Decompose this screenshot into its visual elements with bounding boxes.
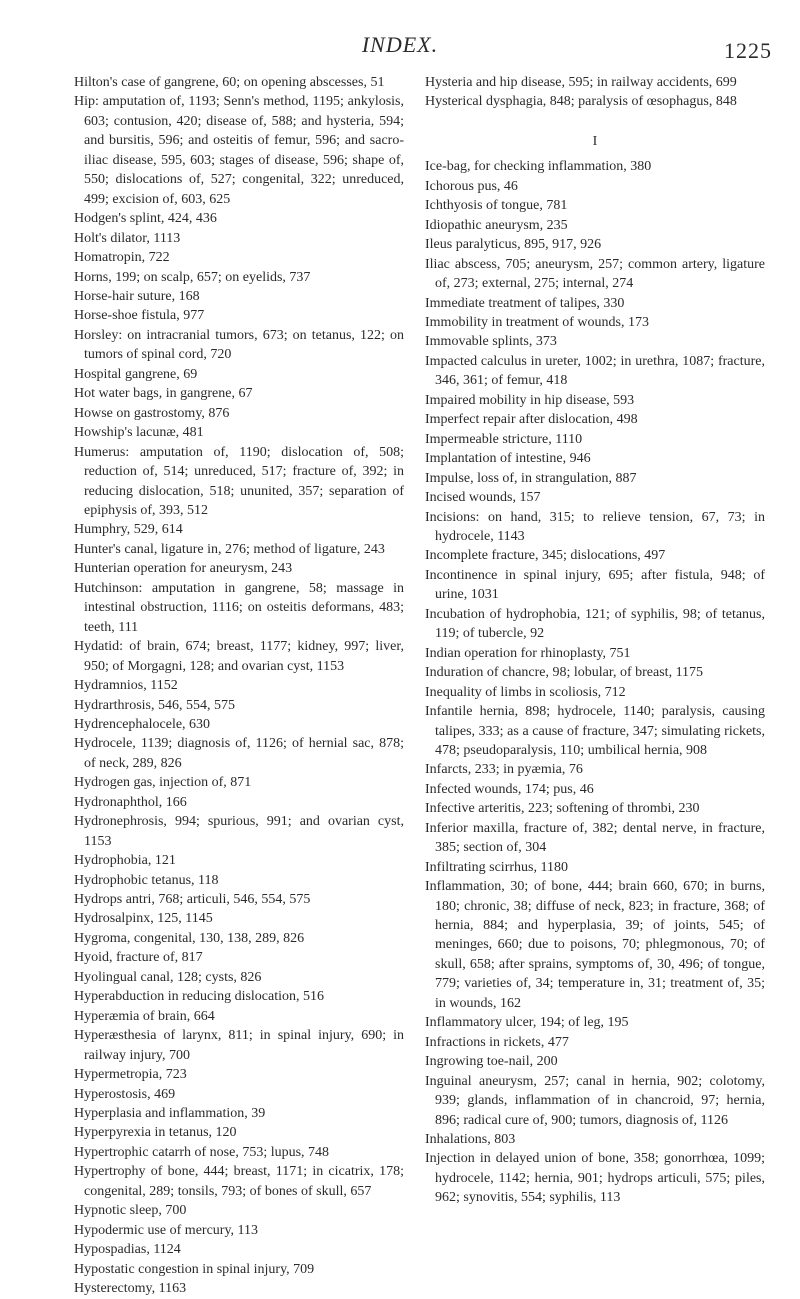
index-entry: Hypostatic congestion in spinal injury, 709: [74, 1261, 315, 1277]
index-entry: Inequality of limbs in scoliosis, 712: [425, 684, 626, 700]
index-entry: Infarcts, 233; in pyæmia, 76: [425, 762, 583, 778]
index-entry: Hot water bags, in gangrene, 67: [74, 386, 253, 402]
index-entry: Homatropin, 722: [74, 250, 170, 266]
index-entry: Infected wounds, 174; pus, 46: [425, 781, 594, 797]
index-entry: Impulse, loss of, in strangulation, 887: [425, 470, 637, 486]
index-entry: Induration of chancre, 98; lobular, of breast, 1175: [425, 665, 704, 681]
index-entry: Immediate treatment of talipes, 330: [425, 295, 625, 311]
index-entry: Immovable splints, 373: [425, 334, 557, 350]
index-entry: Infantile hernia, 898; hydrocele, 1140; paralysis, causing talipes, 333; as a cause of fracture, 347; simulating rickets, 478; pseudoparalysis, 110; umbilical hernia, 908: [425, 704, 765, 758]
index-entry: Hydatid: of brain, 674; breast, 1177; kidney, 997; liver, 950; of Morgagni, 128; and ovarian cyst, 1153: [74, 639, 404, 674]
index-entry: Ingrowing toe-nail, 200: [425, 1054, 558, 1070]
index-entry: Hypermetropia, 723: [74, 1067, 187, 1083]
index-entry: Hyperabduction in reducing dislocation, 516: [74, 989, 324, 1005]
index-entry: Humerus: amputation of, 1190; dislocation of, 508; reduction of, 514; unreduced, 517; fracture of, 392; in reducing dislocation, 518; ununited, 357; separation of epiphysis of, 393, 512: [74, 444, 404, 518]
index-entry: Infective arteritis, 223; softening of thrombi, 230: [425, 801, 700, 817]
index-entry: Horse-hair suture, 168: [74, 288, 200, 304]
index-entry: Hypospadias, 1124: [74, 1242, 181, 1258]
index-entry: Hydrophobia, 121: [74, 853, 176, 869]
left-column: [74, 73, 404, 1299]
right-column-h-entries: [425, 73, 765, 112]
index-entry: Hydramnios, 1152: [74, 678, 178, 694]
index-entry: Hydronephrosis, 994; spurious, 991; and ovarian cyst, 1153: [74, 814, 404, 849]
running-title: INDEX.: [361, 32, 439, 57]
index-entry: Hysterectomy, 1163: [74, 1281, 187, 1297]
index-entry: Impacted calculus in ureter, 1002; in urethra, 1087; fracture, 346, 361; of femur, 418: [425, 353, 765, 389]
index-entry: Hydronaphthol, 166: [74, 794, 187, 810]
index-entry: Ichorous pus, 46: [425, 178, 518, 194]
index-entry: Hydrophobic tetanus, 118: [74, 872, 219, 888]
index-entry: Impermeable stricture, 1110: [425, 431, 583, 447]
index-entry: Hilton's case of gangrene, 60; on opening abscesses, 51: [74, 75, 385, 90]
index-entry: Hydrops antri, 768; articuli, 546, 554, 575: [74, 892, 311, 908]
index-entry: Hypodermic use of mercury, 113: [74, 1222, 259, 1238]
index-entry: Hypertrophy of bone, 444; breast, 1171; in cicatrix, 178; congenital, 289; tonsils, 793; of bones of skull, 657: [74, 1164, 404, 1199]
index-entry: Hypertrophic catarrh of nose, 753; lupus, 748: [74, 1144, 330, 1160]
index-entry: Indian operation for rhinoplasty, 751: [425, 645, 631, 661]
index-entry: Incubation of hydrophobia, 121; of syphilis, 98; of tetanus, 119; of tubercle, 92: [425, 606, 765, 642]
index-entry: Incomplete fracture, 345; dislocations, 497: [425, 548, 666, 564]
right-column: [425, 73, 765, 1208]
index-entry: Hyoid, fracture of, 817: [74, 950, 203, 966]
index-entry: Hutchinson: amputation in gangrene, 58; massage in intestinal obstruction, 1116; on osteitis deformans, 483; teeth, 111: [74, 580, 404, 635]
index-entry: Howship's lacunæ, 481: [74, 425, 204, 441]
index-entry: Inguinal aneurysm, 257; canal in hernia, 902; colotomy, 939; glands, inflammation of in chancroid, 97; hernia, 896; radical cure of, 900; tumors, diagnosis of, 1126: [425, 1073, 765, 1128]
index-entry: Hyperæsthesia of larynx, 811; in spinal injury, 690; in railway injury, 700: [74, 1028, 404, 1063]
index-entry: Hunterian operation for aneurysm, 243: [74, 561, 293, 577]
index-entry: Hysterical dysphagia, 848; paralysis of œsophagus, 848: [425, 94, 737, 110]
index-entry: Humphry, 529, 614: [74, 522, 183, 538]
index-entry: Implantation of intestine, 946: [425, 451, 591, 467]
index-entry: Ice-bag, for checking inflammation, 380: [425, 159, 652, 175]
page-header: [0, 30, 800, 70]
index-entry: Hyperplasia and inflammation, 39: [74, 1106, 266, 1122]
section-letter: I: [592, 133, 598, 149]
index-entry: Infractions in rickets, 477: [425, 1034, 569, 1050]
index-entry: Inferior maxilla, fracture of, 382; dental nerve, in fracture, 385; section of, 304: [425, 820, 765, 856]
index-entry: Hip: amputation of, 1193; Senn's method, 1195; ankylosis, 603; contusion, 420; disease of, 588; and hysteria, 594; and bursitis, 596; and osteitis of femur, 596; and sacro-iliac disease, 595, 603; stages of disease, 596; shape of, 550; dislocations of, 527; congenital, 322; unreduced, 499; excision of, 603, 625: [74, 94, 404, 207]
index-entry: Inhalations, 803: [425, 1132, 516, 1148]
index-entry: Hyperostosis, 469: [74, 1086, 176, 1102]
index-entry: Ichthyosis of tongue, 781: [425, 198, 568, 214]
right-column-i-entries: [425, 157, 765, 1207]
index-entry: Incontinence in spinal injury, 695; after fistula, 948; of urine, 1031: [425, 567, 765, 603]
index-entry: Iliac abscess, 705; aneurysm, 257; common artery, ligature of, 273; external, 275; internal, 274: [425, 256, 765, 292]
index-entry: Holt's dilator, 1113: [74, 230, 181, 246]
index-entry: Hypnotic sleep, 700: [74, 1203, 187, 1219]
index-entry: Hunter's canal, ligature in, 276; method of ligature, 243: [74, 541, 385, 557]
index-entry: Hydrocele, 1139; diagnosis of, 1126; of hernial sac, 878; of neck, 289, 826: [74, 736, 404, 771]
index-entry: Howse on gastrostomy, 876: [74, 405, 230, 421]
index-entry: Hysteria and hip disease, 595; in railway accidents, 699: [425, 75, 737, 90]
index-entry: Hydrogen gas, injection of, 871: [74, 775, 252, 791]
index-entry: Impaired mobility in hip disease, 593: [425, 392, 635, 408]
index-entry: Horns, 199; on scalp, 657; on eyelids, 737: [74, 269, 311, 285]
index-entry: Injection in delayed union of bone, 358; gonorrhœa, 1099; hydrocele, 1142; hernia, 901; hydrops articuli, 575; piles, 962; synovitis, 554; syphilis, 113: [425, 1151, 765, 1206]
index-entry: Horsley: on intracranial tumors, 673; on tetanus, 122; on tumors of spinal cord, 720: [74, 327, 404, 363]
index-entry: Incisions: on hand, 315; to relieve tension, 67, 73; in hydrocele, 1143: [425, 509, 765, 544]
index-entry: Hygroma, congenital, 130, 138, 289, 826: [74, 930, 305, 946]
index-entry: Hodgen's splint, 424, 436: [74, 211, 217, 227]
index-entry: Hydrarthrosis, 546, 554, 575: [74, 697, 235, 713]
page-number: 1225: [724, 38, 772, 63]
index-entry: Incised wounds, 157: [425, 490, 541, 506]
index-entry: Ileus paralyticus, 895, 917, 926: [425, 237, 602, 253]
index-entry: Infiltrating scirrhus, 1180: [425, 859, 568, 875]
index-entry: Inflammatory ulcer, 194; of leg, 195: [425, 1015, 629, 1031]
index-entry: Horse-shoe fistula, 977: [74, 308, 205, 324]
index-entry: Hydrencephalocele, 630: [74, 716, 211, 732]
index-entry: Immobility in treatment of wounds, 173: [425, 314, 649, 330]
index-entry: Hydrosalpinx, 125, 1145: [74, 911, 213, 927]
index-entry: Inflammation, 30; of bone, 444; brain 660, 670; in burns, 180; chronic, 38; diffuse of neck, 823; in fracture, 368; of hernia, 884; and hyperplasia, 39; of joints, 545; of meninges, 660; due to poisons, 70; phlegmonous, 70; of skull, 658; after sprains, symptoms of, 30, 496; of tongue, 779; varieties of, 34; temperature in, 31; treatment of, 35; in wounds, 162: [425, 879, 765, 1011]
index-entry: Imperfect repair after dislocation, 498: [425, 412, 638, 428]
index-entry: Hyperæmia of brain, 664: [74, 1008, 215, 1024]
index-entry: Idiopathic aneurysm, 235: [425, 217, 568, 233]
index-entry: Hospital gangrene, 69: [74, 366, 198, 382]
index-entry: Hyperpyrexia in tetanus, 120: [74, 1125, 237, 1141]
index-entry: Hyolingual canal, 128; cysts, 826: [74, 969, 262, 985]
